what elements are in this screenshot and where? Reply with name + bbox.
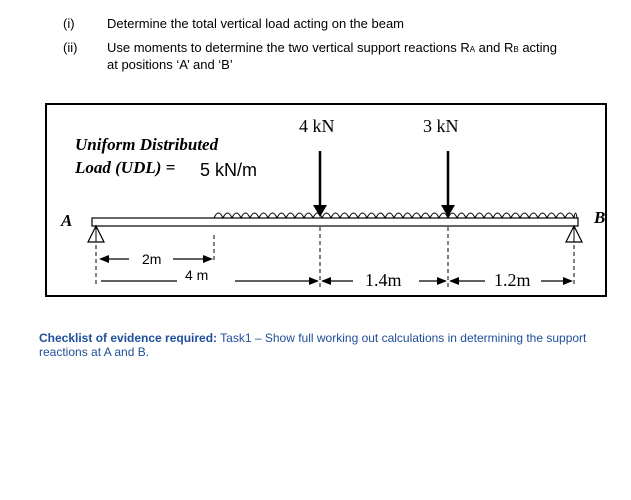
dimension-1-2m-label: 1.2m <box>494 270 531 290</box>
point-load-2-label: 3 kN <box>423 116 459 136</box>
beam <box>92 218 578 226</box>
udl-value: 5 kN/m <box>200 160 258 180</box>
point-load-2-arrow <box>441 151 455 217</box>
question-1-text: Determine the total vertical load acting on the beam <box>107 16 405 31</box>
point-load-1-arrow <box>313 151 327 217</box>
dimension-4m <box>101 277 319 285</box>
udl-label-line2: Load (UDL) = <box>75 158 176 177</box>
question-2-text-b: and R <box>475 40 514 55</box>
question-1 <box>63 16 623 32</box>
question-2-sub-b: B <box>513 45 519 54</box>
support-a-pin <box>88 226 104 242</box>
udl-load-curve <box>214 213 577 218</box>
question-2-text <box>107 40 627 72</box>
question-2 <box>63 40 623 72</box>
question-2-text-c: acting <box>518 40 558 55</box>
udl-label-line1: Uniform Distributed <box>75 135 219 154</box>
question-2-sub-a: A <box>469 45 476 54</box>
question-2-text-a: Use moments to determine the two vertical support reactions R <box>107 40 470 55</box>
support-b-pin <box>566 226 582 242</box>
question-2-number: (ii) <box>63 40 78 55</box>
support-a-label: A <box>61 211 73 230</box>
checklist-evidence <box>39 331 609 359</box>
question-2-text-line2: at positions ‘A’ and ‘B’ <box>107 57 233 72</box>
beam-svg <box>47 105 605 295</box>
question-1-number: (i) <box>63 16 75 31</box>
beam-diagram <box>45 103 607 297</box>
checklist-text: Task1 – Show full working out calculations in determining the support reactions at A and B. <box>39 331 587 359</box>
dimension-4m-label: 4 m <box>185 267 209 283</box>
checklist-heading: Checklist of evidence required: <box>39 331 218 345</box>
dimension-1-4m-label: 1.4m <box>365 270 402 290</box>
support-b-label: B <box>594 208 605 227</box>
point-load-1-label: 4 kN <box>299 116 335 136</box>
dimension-2m-label: 2m <box>142 251 162 267</box>
